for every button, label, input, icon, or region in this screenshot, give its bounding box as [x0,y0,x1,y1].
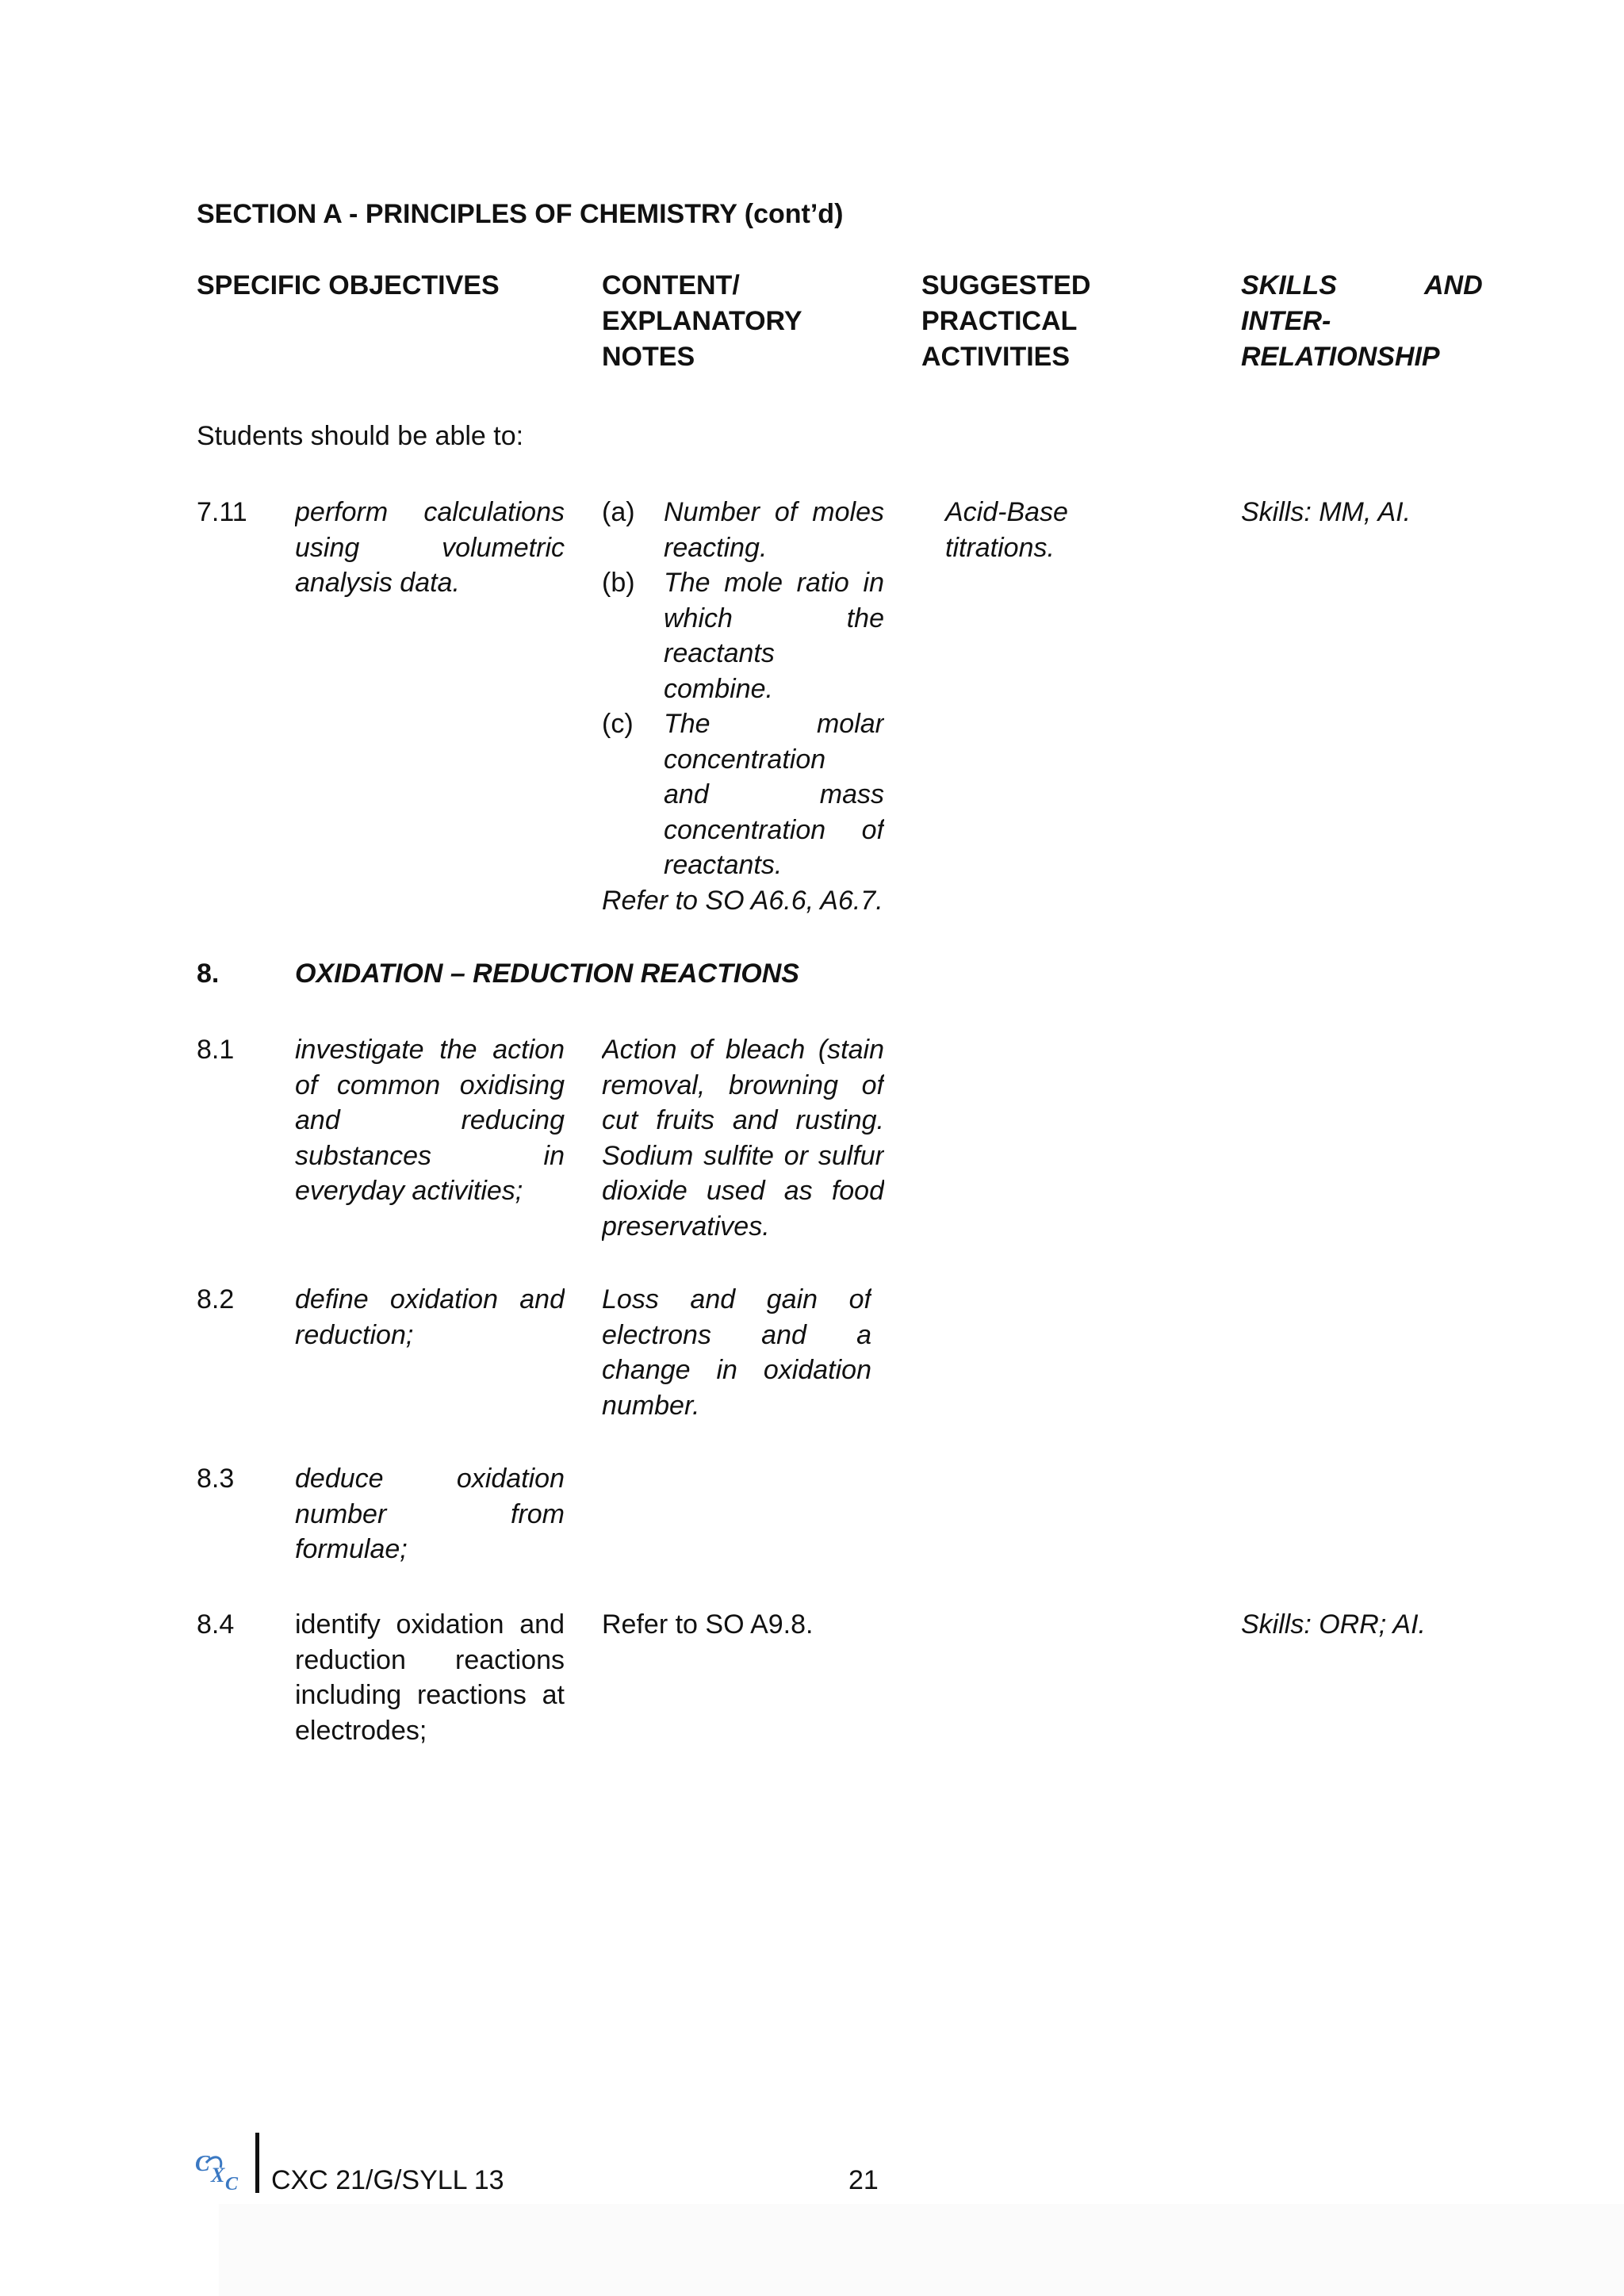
objective-line: define oxidation and [295,1284,565,1314]
note-line: reactants [664,638,775,668]
subsection-title: OXIDATION – REDUCTION REACTIONS [295,959,799,989]
note-line: Sodium sulfite or sulfur [602,1140,884,1171]
objective-number: 8.2 [197,1284,235,1314]
header-practical-line1: SUGGESTED [921,270,1091,300]
page-number: 21 [848,2165,879,2195]
objective-line: reduction reactions [295,1644,565,1675]
note-line: change in oxidation [602,1355,871,1385]
intro-text: Students should be able to: [197,421,524,451]
objective-line: investigate the action [295,1035,565,1065]
objective-line: analysis data. [295,568,460,598]
note-text [602,1282,871,1423]
objective-number: 8.4 [197,1609,235,1640]
note-text: Refer to SO A9.8. [602,1609,814,1640]
objective-number: 8.1 [197,1035,235,1065]
svg-text:X: X [211,2164,225,2187]
note-text [664,495,884,565]
objective-line: everyday activities; [295,1176,523,1206]
objective-line: of common oxidising [295,1070,565,1100]
svg-text:C: C [225,2174,239,2193]
footer-background [219,2204,1624,2296]
note-line: dioxide used as food [602,1176,884,1206]
objective-line: perform calculations [295,497,565,527]
header-skills-line1a: SKILLS [1241,270,1337,300]
note-line: and mass [664,779,884,809]
note-line: preservatives. [602,1211,770,1242]
footer-code: CXC 21/G/SYLL 13 [271,2165,504,2195]
header-specific-objectives: SPECIFIC OBJECTIVES [197,270,500,300]
note-text [664,706,884,883]
note-line: which the [664,603,884,633]
objective-number: 7.11 [197,497,247,527]
objective-number: 8.3 [197,1464,235,1494]
note-line: concentration [664,744,826,775]
objective-line: formulae; [295,1534,408,1564]
header-skills-line1b: AND [1424,270,1483,300]
objective-text [295,1282,565,1353]
objective-line: including reactions at [295,1680,565,1710]
note-line: Loss and gain of [602,1284,871,1314]
skills-text: Skills: MM, AI. [1241,497,1411,527]
objective-line: reduction; [295,1319,414,1350]
header-content-line2: EXPLANATORY [602,306,802,336]
header-content-line3: NOTES [602,342,695,372]
header-skills-line2: INTER- [1241,306,1331,336]
svg-text:C: C [195,2152,210,2176]
header-content-line1: CONTENT/ [602,270,740,300]
objective-line: substances in [295,1140,565,1171]
note-line: removal, browning of [602,1070,884,1100]
header-skills-line3: RELATIONSHIP [1241,342,1440,372]
practical-line: Acid-Base [945,497,1068,527]
note-line: Action of bleach (stain [602,1035,884,1065]
note-line: Number of moles [664,497,884,527]
objective-text [295,495,565,601]
note-text [664,565,884,706]
note-line: combine. [664,673,773,704]
objective-line: using volumetric [295,532,565,563]
skills-text: Skills: ORR; AI. [1241,1609,1426,1640]
practical-line: titrations. [945,533,1055,563]
note-label: (a) [602,497,635,527]
objective-line: deduce oxidation [295,1464,565,1494]
objective-line: electrodes; [295,1715,427,1746]
note-text [602,1032,884,1244]
note-line: reactants. [664,850,783,880]
cxc-logo [193,2147,249,2193]
footer-divider [255,2133,259,2193]
note-line: electrons and a [602,1319,871,1350]
objective-text [295,1461,565,1567]
note-line: The mole ratio in [664,568,884,598]
objective-text [295,1607,565,1748]
objective-line: number from [295,1498,565,1529]
section-title: SECTION A - PRINCIPLES OF CHEMISTRY (cont’d) [197,199,844,229]
header-practical-line2: PRACTICAL [921,306,1078,336]
objective-text [295,1032,565,1209]
note-line: The molar [664,709,884,739]
objective-line: and reducing [295,1105,565,1135]
note-refer: Refer to SO A6.6, A6.7. [602,886,883,916]
note-line: cut fruits and rusting. [602,1105,884,1135]
note-line: concentration of [664,814,884,845]
subsection-number: 8. [197,959,220,989]
objective-line: identify oxidation and [295,1609,565,1640]
note-line: number. [602,1390,700,1421]
note-line: reacting. [664,532,768,563]
header-practical-line3: ACTIVITIES [921,342,1071,372]
note-label: (c) [602,709,634,739]
note-label: (b) [602,568,635,598]
